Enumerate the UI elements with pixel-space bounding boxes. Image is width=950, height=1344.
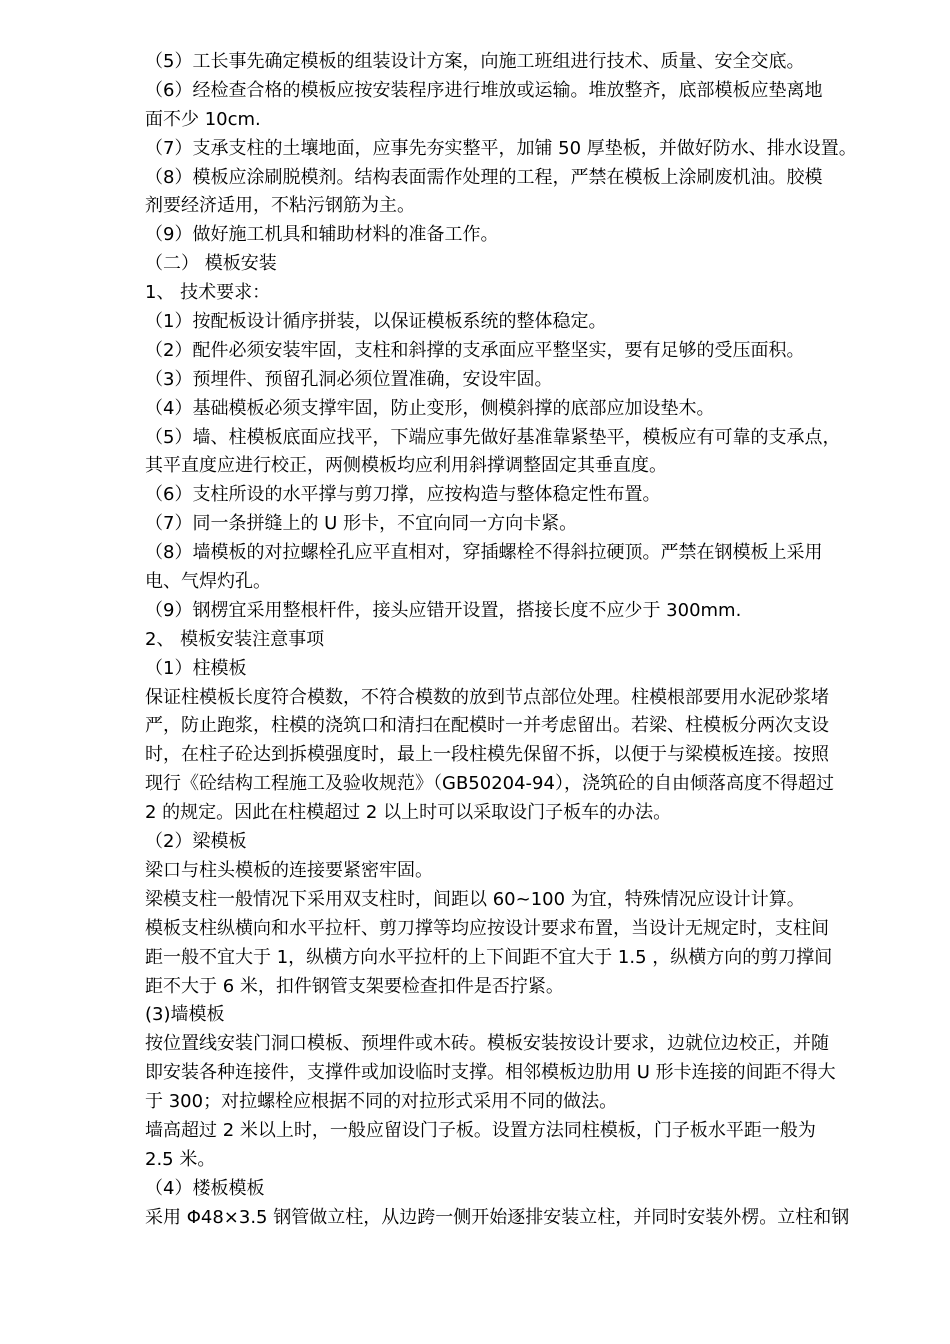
text-line: 墙高超过 2 米以上时，一般应留设门子板。设置方法同柱模板，门子板水平距一般为	[145, 1119, 816, 1141]
text-line: （2）梁模板	[145, 831, 247, 853]
text-line: （7）同一条拼缝上的 U 形卡，不宜向同一方向卡紧。	[145, 513, 578, 535]
text-line: 梁模支柱一般情况下采用双支柱时，间距以 60~100 为宜，特殊情况应设计计算。	[145, 888, 805, 910]
text-line: 距一般不宜大于 1，纵横方向水平拉杆的上下间距不宜大于 1.5 ，纵横方向的剪刀撑间	[145, 946, 833, 968]
text-line: （5）工长事先确定模板的组装设计方案，向施工班组进行技术、质量、安全交底。	[145, 51, 805, 72]
document-body	[145, 48, 885, 1233]
text-line: （1）柱模板	[145, 657, 247, 679]
text-line: 1、 技术要求：	[145, 282, 271, 304]
text-line: （1）按配板设计循序拼装，以保证模板系统的整体稳定。	[145, 311, 607, 333]
text-line: 即安装各种连接件，支撑件或加设临时支撑。相邻模板边肋用 U 形卡连接的间距不得大	[145, 1062, 836, 1084]
text-line: 采用 Φ48×3.5 钢管做立柱，从边跨一侧开始逐排安装立柱，并同时安装外楞。立柱和钢	[145, 1206, 850, 1228]
text-line: （4）基础模板必须支撑牢固，防止变形，侧模斜撑的底部应加设垫木。	[145, 397, 715, 419]
text-line: 保证柱模板长度符合模数，不符合模数的放到节点部位处理。柱模根部要用水泥砂浆堵	[145, 686, 829, 708]
text-line: (3)墙模板	[145, 1004, 225, 1026]
text-line: （9）钢楞宜采用整根杆件，接头应错开设置，搭接长度不应少于 300mm.	[145, 599, 742, 621]
text-line: 剂要经济适用，不粘污钢筋为主。	[145, 195, 415, 217]
text-line: （3）预埋件、预留孔洞必须位置准确，安设牢固。	[145, 368, 553, 390]
text-line: 现行《砼结构工程施工及验收规范》（GB50204-94），浇筑砼的自由倾落高度不得超过	[145, 773, 834, 795]
text-line: （6）支柱所设的水平撑与剪刀撑，应按构造与整体稳定性布置。	[145, 484, 661, 506]
text-line: 电、气焊灼孔。	[145, 571, 271, 593]
text-line: 距不大于 6 米，扣件钢管支架要检查扣件是否拧紧。	[145, 975, 564, 997]
text-line: （5）墙、柱模板底面应找平，下端应事先做好基准靠紧垫平，模板应有可靠的支承点，	[145, 426, 841, 448]
text-line: （9）做好施工机具和辅助材料的准备工作。	[145, 224, 499, 246]
text-line: （8）墙模板的对拉螺栓孔应平直相对，穿插螺栓不得斜拉硬顶。严禁在钢模板上采用	[145, 542, 823, 564]
text-line: 于 300；对拉螺栓应根据不同的对拉形式采用不同的做法。	[145, 1091, 618, 1113]
text-line: 2.5 米。	[145, 1148, 216, 1170]
text-line: （7）支承支柱的土壤地面，应事先夯实整平，加铺 50 厚垫板，并做好防水、排水设置。	[145, 137, 857, 159]
text-line: 2、 模板安装注意事项	[145, 628, 325, 650]
text-line: 模板支柱纵横向和水平拉杆、剪刀撑等均应按设计要求布置，当设计无规定时，支柱间	[145, 917, 829, 939]
text-line: 其平直度应进行校正，两侧模板均应利用斜撑调整固定其垂直度。	[145, 455, 667, 477]
text-line: （二） 模板安装	[145, 253, 277, 275]
text-line: （2）配件必须安装牢固，支柱和斜撑的支承面应平整坚实，要有足够的受压面积。	[145, 339, 805, 361]
text-line: 2 的规定。因此在柱模超过 2 以上时可以采取设门子板车的办法。	[145, 802, 672, 824]
text-line: 严，防止跑浆，柱模的浇筑口和清扫在配模时一并考虑留出。若梁、柱模板分两次支设	[145, 715, 829, 737]
text-line: 梁口与柱头模板的连接要紧密牢固。	[145, 859, 433, 881]
text-line: 面不少 10cm.	[145, 108, 261, 130]
text-line: （6）经检查合格的模板应按安装程序进行堆放或运输。堆放整齐，底部模板应垫离地	[145, 79, 823, 101]
text-line: 按位置线安装门洞口模板、预埋件或木砖。模板安装按设计要求，边就位边校正，并随	[145, 1033, 829, 1055]
text-line: （8）模板应涂刷脱模剂。结构表面需作处理的工程，严禁在模板上涂刷废机油。胶模	[145, 166, 823, 188]
text-line: （4）楼板模板	[145, 1177, 265, 1199]
text-line: 时，在柱子砼达到拆模强度时，最上一段柱模先保留不拆，以便于与梁模板连接。按照	[145, 744, 829, 766]
